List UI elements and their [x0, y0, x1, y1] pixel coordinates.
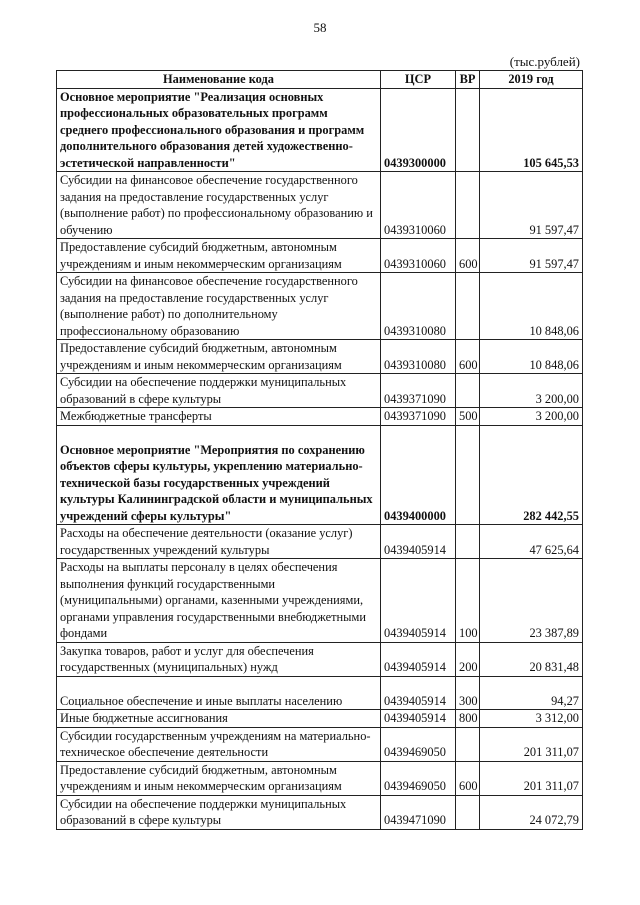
- row-sum-cell: 201 311,07: [480, 727, 583, 761]
- row-vr-cell: [456, 425, 480, 525]
- row-csr-cell: 0439371090: [381, 374, 456, 408]
- row-csr-cell: 0439469050: [381, 727, 456, 761]
- row-csr-cell: 0439469050: [381, 761, 456, 795]
- row-name-cell: Субсидии государственным учреждениям на материально-техническое обеспечение деятельности: [57, 727, 381, 761]
- row-sum-cell: 91 597,47: [480, 239, 583, 273]
- row-name-cell: Расходы на обеспечение деятельности (оказание услуг) государственных учреждений культуры: [57, 525, 381, 559]
- row-vr-cell: [456, 273, 480, 340]
- table-row: [57, 642, 583, 676]
- row-csr-cell: 0439310060: [381, 239, 456, 273]
- table-row: [57, 172, 583, 239]
- table-header-row: [57, 71, 583, 89]
- row-name-cell: Иные бюджетные ассигнования: [57, 710, 381, 728]
- row-csr-cell: 0439405914: [381, 676, 456, 710]
- table-body: [57, 88, 583, 829]
- row-name-cell: Основное мероприятие "Мероприятия по сохранению объектов сферы культуры, укреплению материально-технической базы государственных учреждений культуры Калининградской области и муниципальных учреждений сферы культуры": [57, 425, 381, 525]
- row-name-cell: Предоставление субсидий бюджетным, автономным учреждениям и иным некоммерческим организациям: [57, 761, 381, 795]
- table-row: [57, 374, 583, 408]
- table-row: [57, 408, 583, 426]
- row-name-cell: Субсидии на финансовое обеспечение государственного задания на предоставление государственных услуг (выполнение работ) по дополнительному профессиональному образованию: [57, 273, 381, 340]
- row-vr-cell: 500: [456, 408, 480, 426]
- page-number: 58: [313, 20, 327, 35]
- row-sum-cell: 3 200,00: [480, 374, 583, 408]
- row-vr-cell: [456, 172, 480, 239]
- row-name-cell: Предоставление субсидий бюджетным, автономным учреждениям и иным некоммерческим организациям: [57, 239, 381, 273]
- header-name: Наименование кода: [57, 71, 381, 89]
- row-sum-cell: 282 442,55: [480, 425, 583, 525]
- row-vr-cell: [456, 88, 480, 172]
- table-row: [57, 761, 583, 795]
- row-csr-cell: 0439471090: [381, 795, 456, 829]
- budget-table: [56, 70, 583, 830]
- row-csr-cell: 0439310080: [381, 273, 456, 340]
- table-row: [57, 239, 583, 273]
- row-name-cell: Субсидии на финансовое обеспечение государственного задания на предоставление государственных услуг (выполнение работ) по профессиональному образованию и обучению: [57, 172, 381, 239]
- row-csr-cell: 0439310060: [381, 172, 456, 239]
- row-name-cell: Расходы на выплаты персоналу в целях обеспечения выполнения функций государственными (муниципальными) органами, казенными учреждениями, органами управления государственными внебюджетными фондами: [57, 559, 381, 643]
- row-sum-cell: 10 848,06: [480, 273, 583, 340]
- header-vr: ВР: [456, 71, 480, 89]
- row-sum-cell: 10 848,06: [480, 340, 583, 374]
- table-row: [57, 425, 583, 525]
- row-csr-cell: 0439405914: [381, 559, 456, 643]
- row-sum-cell: 24 072,79: [480, 795, 583, 829]
- row-sum-cell: 105 645,53: [480, 88, 583, 172]
- row-vr-cell: 100: [456, 559, 480, 643]
- header-csr: ЦСР: [381, 71, 456, 89]
- row-sum-cell: 3 312,00: [480, 710, 583, 728]
- table-row: [57, 676, 583, 710]
- row-csr-cell: 0439400000: [381, 425, 456, 525]
- row-name-cell: Субсидии на обеспечение поддержки муниципальных образований в сфере культуры: [57, 374, 381, 408]
- row-vr-cell: [456, 374, 480, 408]
- row-vr-cell: [456, 727, 480, 761]
- row-name-cell: Предоставление субсидий бюджетным, автономным учреждениям и иным некоммерческим организациям: [57, 340, 381, 374]
- table-row: [57, 710, 583, 728]
- row-name-cell: Социальное обеспечение и иные выплаты населению: [57, 676, 381, 710]
- table-row: [57, 340, 583, 374]
- row-name-cell: Закупка товаров, работ и услуг для обеспечения государственных (муниципальных) нужд: [57, 642, 381, 676]
- row-csr-cell: 0439405914: [381, 642, 456, 676]
- table-row: [57, 795, 583, 829]
- row-sum-cell: 47 625,64: [480, 525, 583, 559]
- header-year: 2019 год: [480, 71, 583, 89]
- row-sum-cell: 3 200,00: [480, 408, 583, 426]
- row-vr-cell: 200: [456, 642, 480, 676]
- row-vr-cell: [456, 525, 480, 559]
- units-label: (тыс.рублей): [509, 54, 580, 69]
- table-row: [57, 88, 583, 172]
- row-csr-cell: 0439405914: [381, 710, 456, 728]
- row-csr-cell: 0439310080: [381, 340, 456, 374]
- row-name-cell: Межбюджетные трансферты: [57, 408, 381, 426]
- row-vr-cell: [456, 795, 480, 829]
- row-sum-cell: 91 597,47: [480, 172, 583, 239]
- row-vr-cell: 600: [456, 239, 480, 273]
- row-vr-cell: 600: [456, 761, 480, 795]
- row-sum-cell: 20 831,48: [480, 642, 583, 676]
- row-name-cell: Субсидии на обеспечение поддержки муниципальных образований в сфере культуры: [57, 795, 381, 829]
- row-sum-cell: 201 311,07: [480, 761, 583, 795]
- row-csr-cell: 0439405914: [381, 525, 456, 559]
- table-row: [57, 727, 583, 761]
- table-row: [57, 559, 583, 643]
- table-row: [57, 525, 583, 559]
- row-vr-cell: 600: [456, 340, 480, 374]
- row-csr-cell: 0439371090: [381, 408, 456, 426]
- row-vr-cell: 300: [456, 676, 480, 710]
- row-name-cell: Основное мероприятие "Реализация основных профессиональных образовательных программ среднего профессионального образования и программ дополнительного образования детей художественно-эстетической направленности": [57, 88, 381, 172]
- row-sum-cell: 23 387,89: [480, 559, 583, 643]
- row-csr-cell: 0439300000: [381, 88, 456, 172]
- row-sum-cell: 94,27: [480, 676, 583, 710]
- row-vr-cell: 800: [456, 710, 480, 728]
- table-row: [57, 273, 583, 340]
